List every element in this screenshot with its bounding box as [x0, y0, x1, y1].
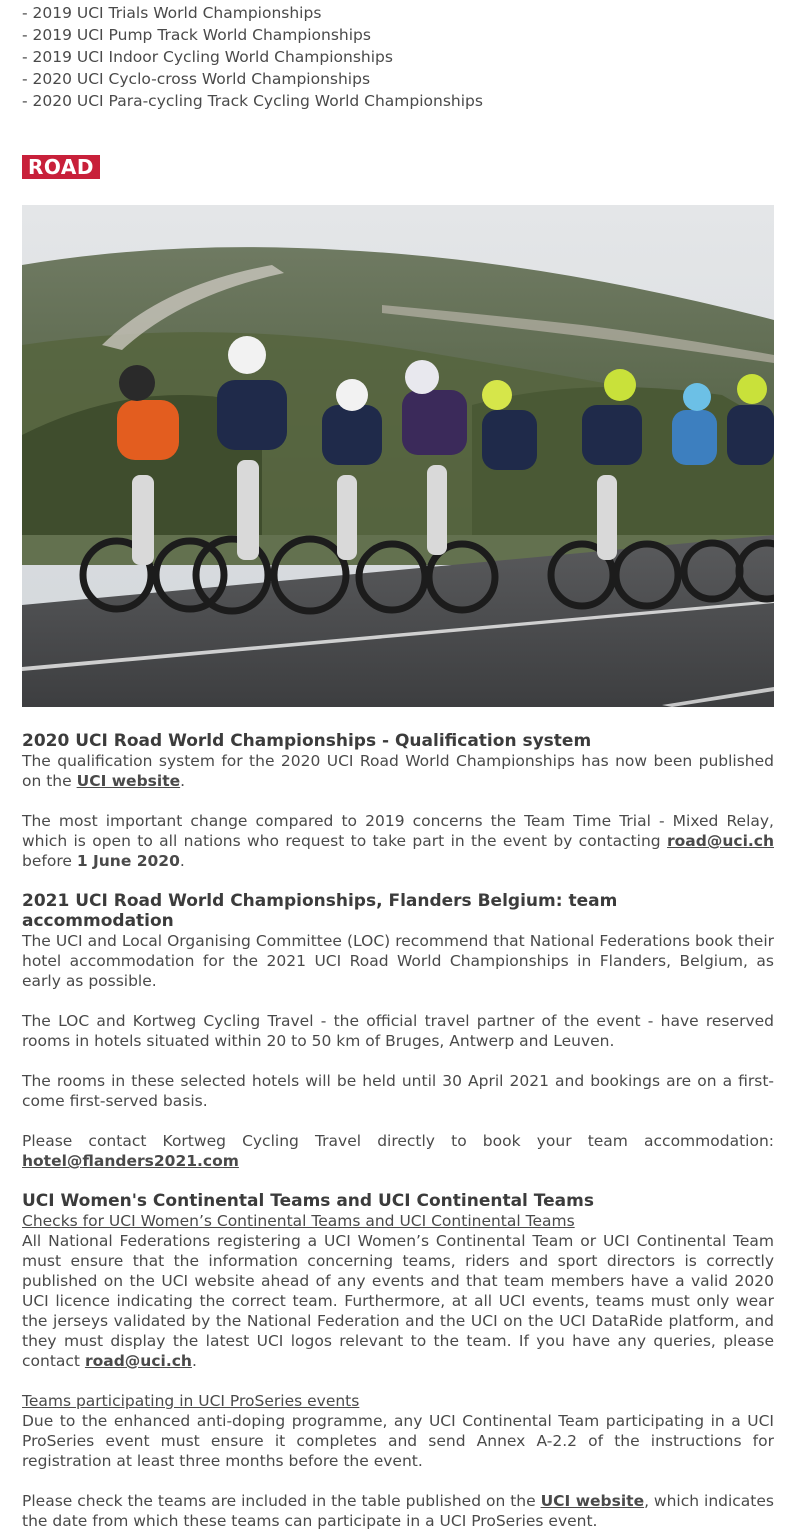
text: Please check the teams are included in the table published on the — [22, 1492, 541, 1510]
continental-paragraph-1 — [22, 1231, 774, 1371]
qualification-paragraph-1 — [22, 751, 774, 791]
qualification-paragraph-2 — [22, 811, 774, 871]
accommodation-paragraph-3: The rooms in these selected hotels will be held until 30 April 2021 and bookings are on a first-come first-served basis. — [22, 1072, 774, 1110]
continental-heading: UCI Women's Continental Teams and UCI Continental Teams — [22, 1191, 594, 1211]
text: . — [180, 772, 186, 790]
accommodation-paragraph-2: The LOC and Kortweg Cycling Travel - the official travel partner of the event - have reserved rooms in hotels situated within 20 to 50 km of Bruges, Antwerp and Leuven. — [22, 1012, 774, 1050]
proseries-subheading: Teams participating in UCI ProSeries events — [22, 1392, 360, 1410]
section-tag-road: ROAD — [22, 155, 100, 179]
accommodation-paragraph-1: The UCI and Local Organising Committee (LOC) recommend that National Federations book their hotel accommodation for the 2021 UCI Road World Championships in Flanders, Belgium, as early as possible. — [22, 932, 774, 990]
hotel-email-link[interactable]: hotel@flanders2021.com — [22, 1152, 239, 1170]
checks-subheading: Checks for UCI Women’s Continental Teams and UCI Continental Teams — [22, 1212, 575, 1230]
list-item: - 2019 UCI Pump Track World Championships — [22, 26, 371, 44]
text: The most important change compared to 2019 concerns the Team Time Trial - Mixed Relay, which is open to all nations who request to take part in the event by contacting — [22, 812, 774, 850]
newsletter-content — [22, 2, 774, 1531]
text: Please contact Kortweg Cycling Travel directly to book your team accommodation: — [22, 1132, 774, 1150]
list-item: - 2020 UCI Para-cycling Track Cycling World Championships — [22, 92, 483, 110]
article-body — [22, 731, 774, 1531]
continental-paragraph-3 — [22, 1491, 774, 1531]
deadline-date: 1 June 2020 — [76, 852, 180, 870]
uci-website-link[interactable]: UCI website — [76, 772, 181, 790]
text: before — [22, 852, 77, 870]
text: . — [179, 852, 185, 870]
championships-list — [22, 2, 774, 112]
road-race-photo — [22, 205, 774, 707]
text: The qualification system for the 2020 UCI Road World Championships has now been published on the — [22, 752, 774, 790]
list-item: - 2020 UCI Cyclo-cross World Championships — [22, 70, 371, 88]
uci-website-link[interactable]: UCI website — [540, 1492, 645, 1510]
text: All National Federations registering a UCI Women’s Continental Team or UCI Continental Team must ensure that the information concerning teams, riders and sport directors is correctly published on the UCI website ahead of any events and that team members have a valid 2020 UCI licence indicating the correct team. Furthermore, at all UCI events, teams must only wear the jerseys validated by the National Federation and the UCI on the UCI DataRide platform, and they must display the latest UCI logos relevant to the team. If you have any queries, please contact — [22, 1232, 774, 1370]
list-item: - 2019 UCI Indoor Cycling World Championships — [22, 48, 393, 66]
text: . — [191, 1352, 197, 1370]
list-item: - 2019 UCI Trials World Championships — [22, 4, 322, 22]
text: , which indicates the date from which these teams can participate in a UCI ProSeries event. — [22, 1492, 774, 1530]
accommodation-paragraph-4 — [22, 1131, 774, 1171]
continental-paragraph-2: Due to the enhanced anti-doping programme, any UCI Continental Team participating in a UCI ProSeries event must ensure it completes and send Annex A-2.2 of the instructions for registration at least three months before the event. — [22, 1412, 774, 1470]
road-email-link[interactable]: road@uci.ch — [667, 832, 774, 850]
peloton-photo-illustration — [22, 205, 774, 707]
road-email-link[interactable]: road@uci.ch — [84, 1352, 192, 1370]
qualification-heading: 2020 UCI Road World Championships - Qualification system — [22, 731, 592, 751]
accommodation-heading: 2021 UCI Road World Championships, Flanders Belgium: team accommodation — [22, 891, 618, 931]
